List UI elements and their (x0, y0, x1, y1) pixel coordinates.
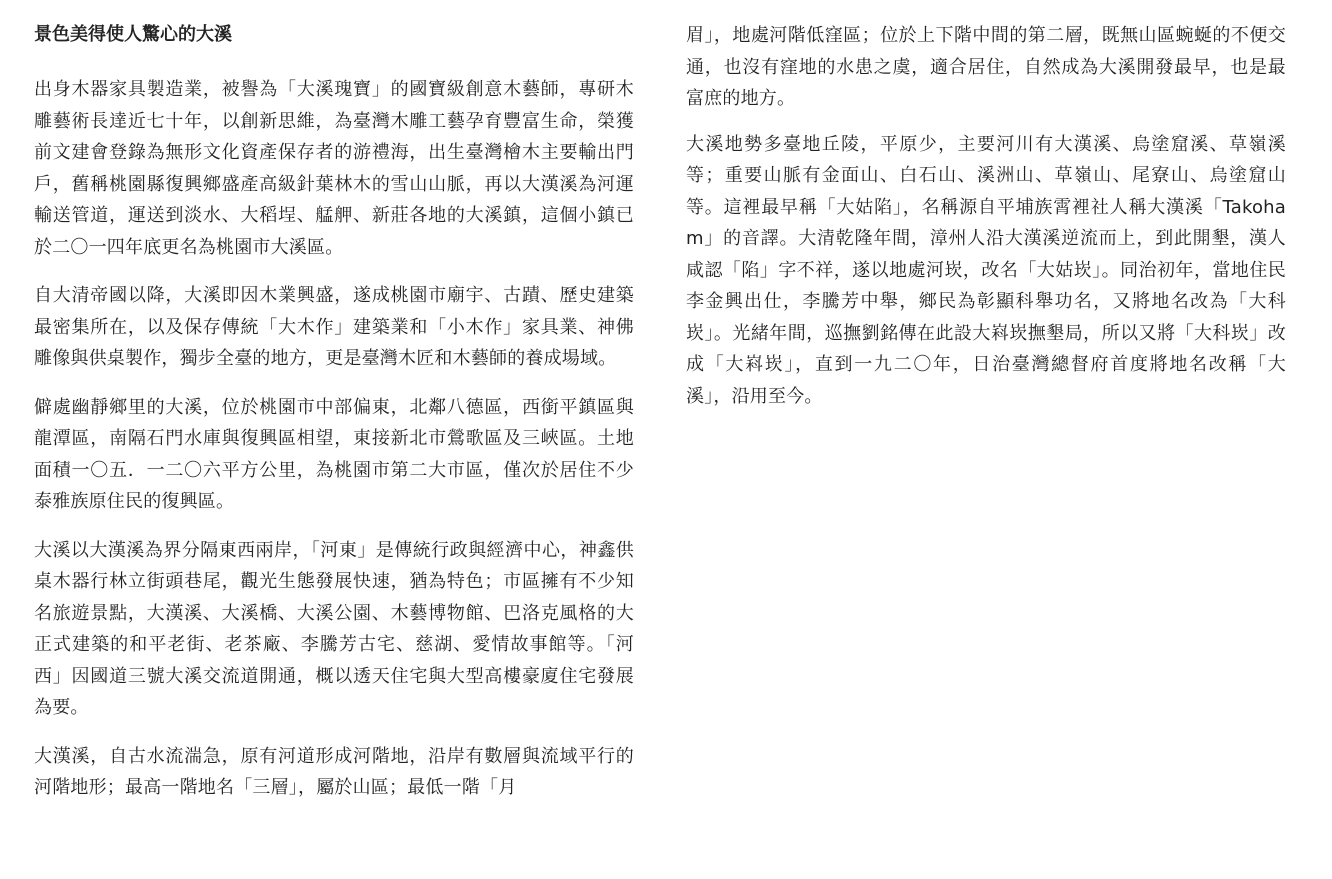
article-title: 景色美得使人驚心的大溪 (34, 24, 232, 45)
right-column (686, 20, 1286, 426)
paragraph-3: 僻處幽靜鄉里的大溪，位於桃園市中部偏東，北鄰八德區，西銜平鎮區與龍潭區，南隔石門水庫與復興區相望，東接新北市鶯歌區及三峽區。土地面積一〇五．一二〇六平方公里，為桃園市第二大市區，僅次於居住不少泰雅族原住民的復興區。 (34, 396, 634, 512)
paragraph-5: 大漢溪，自古水流湍急，原有河道形成河階地，沿岸有數層與流域平行的河階地形；最高一階地名「三層」，屬於山區；最低一階「月 (34, 745, 634, 798)
paragraph-5-continued: 眉」，地處河階低窪區；位於上下階中間的第二層，既無山區蜿蜒的不便交通，也沒有窪地的水患之虞，適合居住，自然成為大溪開發最早，也是最富庶的地方。 (686, 25, 1286, 109)
paragraph-4: 大溪以大漢溪為界分隔東西兩岸，「河東」是傳統行政與經濟中心，神鑫供桌木器行林立街頭巷尾，觀光生態發展快速，猶為特色；市區擁有不少知名旅遊景點，大漢溪、大溪橋、大溪公園、木藝博物館、巴洛克風格的大正式建築的和平老街、老茶廠、李騰芳古宅、慈湖、愛情故事館等。「河西」因國道三號大溪交流道開通，概以透天住宅與大型高樓豪廈住宅發展為要。 (34, 539, 634, 718)
paragraph-6: 大溪地勢多臺地丘陵，平原少，主要河川有大漢溪、烏塗窟溪、草嶺溪等；重要山脈有金面山、白石山、溪洲山、草嶺山、尾寮山、烏塗窟山等。這裡最早稱「大姑陷」，名稱源自平埔族霄裡社人稱大漢溪「Takoham」的音譯。大清乾隆年間，漳州人沿大漢溪逆流而上，到此開墾，漢人咸認「陷」字不祥，遂以地處河崁，改名「大姑崁」。同治初年，當地住民李金興出仕，李騰芳中舉，鄉民為彰顯科舉功名，又將地名改為「大科崁」。光緒年間，巡撫劉銘傳在此設大嵙崁撫墾局，所以又將「大科崁」改成「大嵙崁」，直到一九二〇年，日治臺灣總督府首度將地名改稱「大溪」，沿用至今。 (686, 133, 1286, 407)
paragraph-2: 自大清帝國以降，大溪即因木業興盛，遂成桃園市廟宇、古蹟、歷史建築最密集所在，以及保存傳統「大木作」建築業和「小木作」家具業、神佛雕像與供桌製作，獨步全臺的地方，更是臺灣木匠和木藝師的養成場域。 (34, 285, 634, 369)
left-column (34, 22, 634, 821)
paragraph-1: 出身木器家具製造業，被譽為「大溪瑰寶」的國寶級創意木藝師，專研木雕藝術長達近七十年，以創新思維，為臺灣木雕工藝孕育豐富生命，榮獲前文建會登錄為無形文化資產保存者的游禮海，出生臺灣檜木主要輸出門戶，舊稱桃園縣復興鄉盛產高級針葉林木的雪山山脈，再以大漢溪為河運輸送管道，運送到淡水、大稻埕、艋舺、新莊各地的大溪鎮，這個小鎮已於二〇一四年底更名為桃園市大溪區。 (34, 79, 634, 258)
